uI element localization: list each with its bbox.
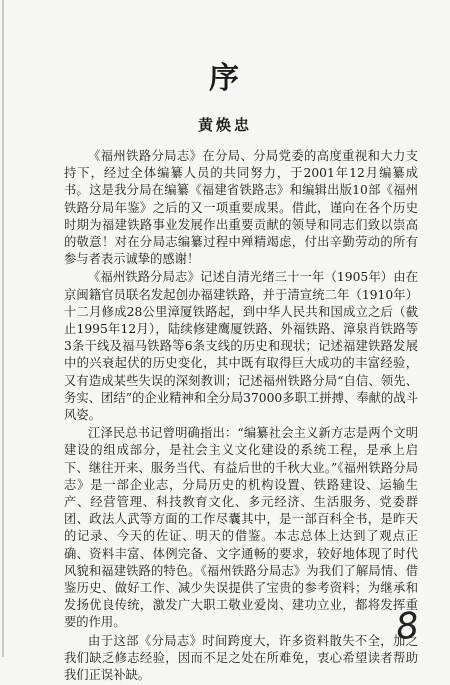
paragraph-2: 《福州铁路分局志》记述自清光绪三十一年（1905年）由在京闽籍官员联名发起创办福建铁路，并于清宣统二年（1910年）十二月修成28公里漳厦铁路起，到中华人民共和国成立之后（截止1995年12月），陆续修建鹰厦铁路、外福铁路、漳泉肖铁路等3条干线及福马铁路等6条支线的历史和现状；记述福建铁路发展中的兴衰起伏的历史变化，其中既有取得巨大成功的丰富经验，又有造成某些失误的深刻教训；记述福州铁路分局“自信、领先、务实、团结”的企业精神和全分局37000多职工拼搏、奉献的战斗风姿。	[64, 270, 418, 423]
handwritten-page-mark: 8	[393, 605, 421, 649]
scan-edge-line	[2, 0, 4, 657]
paragraph-1: 《福州铁路分局志》在分局、分局党委的高度重视和大力支持下，经过全体编纂人员的共同努力，于2001年12月编纂成书。这是我分局在编纂《福建省铁路志》和编辑出版10部《福州铁路分局年鉴》之后的又一项重要成果。借此，谨向在各个历史时期为福建铁路事业发展作出重要贡献的领导和同志们致以崇高的敬意！对在分局志编纂过程中殚精竭虑，付出辛勤劳动的所有参与者表示诚挚的感谢！	[64, 149, 418, 267]
paragraph-3: 江泽民总书记曾明确指出：“编纂社会主义新方志是两个文明建设的组成部分，是社会主义文化建设的系统工程，是承上启下、继往开来、服务当代、有益后世的千秋大业。”《福州铁路分局志》是一部企业志，分局历史的机构设置、铁路建设、运输生产、经营管理、科技教育文化、多元经济、生活服务、党委群团、政法人武等方面的工作尽囊其中，是一部百科全书，是昨天的记录、今天的佐证、明天的借鉴。本志总体上达到了观点正确、资料丰富、体例完备、文字通畅的要求，较好地体现了时代风貌和福建铁路的特色。《福州铁路分局志》为我们了解局情、借鉴历史、做好工作、减少失误提供了宝贵的参考资料；为继承和发扬优良传统，激发广大职工敬业爱岗、建功立业，都将发挥重要的作用。	[64, 426, 418, 630]
author-name: 黄焕忠	[197, 116, 252, 134]
preface-body	[64, 148, 418, 685]
page-title: 序	[209, 61, 241, 96]
paragraph-4: 由于这部《分局志》时间跨度大，许多资料散失不全，加之我们缺乏修志经验，因而不足之处在所难免，衷心希望读者帮助我们正误补缺。	[64, 633, 418, 683]
